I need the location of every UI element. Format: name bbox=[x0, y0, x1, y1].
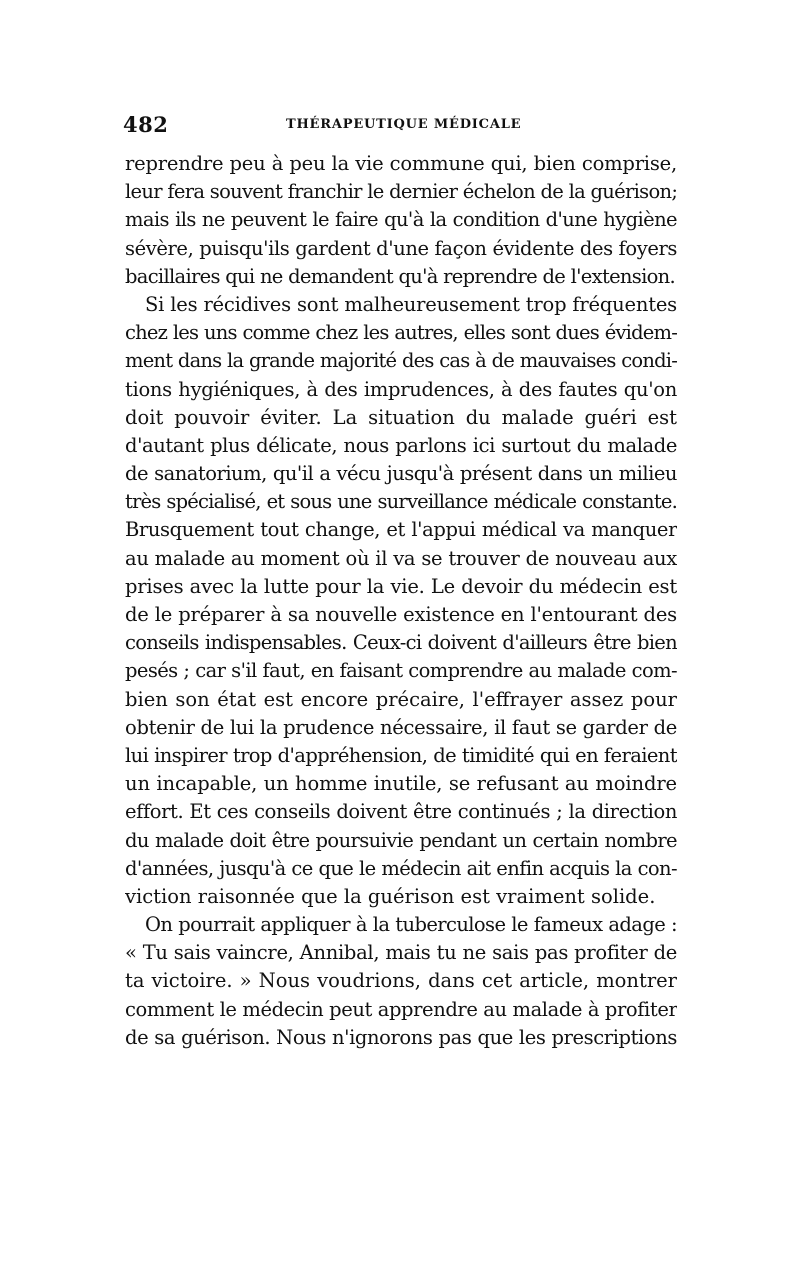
page-header bbox=[123, 112, 680, 142]
text-line: lui inspirer trop d'appréhension, de timidité qui en feraient bbox=[125, 743, 677, 767]
page-number: 482 bbox=[123, 112, 169, 137]
text-line: sévère, puisqu'ils gardent d'une façon évidente des foyers bbox=[125, 236, 677, 260]
running-title: THÉRAPEUTIQUE MÉDICALE bbox=[286, 117, 522, 132]
text-line: très spécialisé, et sous une surveillance médicale constante. bbox=[125, 490, 677, 514]
text-line: leur fera souvent franchir le dernier échelon de la guérison; bbox=[125, 180, 677, 204]
text-line: bien son état est encore précaire, l'effrayer assez pour bbox=[125, 687, 677, 711]
text-line: bacillaires qui ne demandent qu'à reprendre de l'extension. bbox=[125, 264, 676, 288]
text-line: viction raisonnée que la guérison est vraiment solide. bbox=[125, 884, 656, 908]
body-text bbox=[125, 150, 677, 1052]
text-line: comment le médecin peut apprendre au malade à profiter bbox=[125, 997, 677, 1021]
text-line: chez les uns comme chez les autres, elles sont dues évidem- bbox=[125, 321, 677, 345]
text-line: ment dans la grande majorité des cas à de mauvaises condi- bbox=[125, 349, 677, 373]
text-line: tions hygiéniques, à des imprudences, à des fautes qu'on bbox=[125, 377, 677, 401]
text-line: On pourrait appliquer à la tuberculose le fameux adage : bbox=[145, 913, 677, 937]
text-line: conseils indispensables. Ceux-ci doivent d'ailleurs être bien bbox=[125, 631, 677, 655]
text-line: « Tu sais vaincre, Annibal, mais tu ne sais pas profiter de bbox=[125, 941, 677, 965]
text-line: du malade doit être poursuivie pendant un certain nombre bbox=[125, 828, 677, 852]
text-line: d'autant plus délicate, nous parlons ici surtout du malade bbox=[125, 433, 677, 457]
text-line: Si les récidives sont malheureusement trop fréquentes bbox=[145, 292, 677, 316]
text-line: Brusquement tout change, et l'appui médical va manquer bbox=[125, 518, 677, 542]
text-line: au malade au moment où il va se trouver de nouveau aux bbox=[125, 546, 677, 570]
text-line: un incapable, un homme inutile, se refusant au moindre bbox=[125, 772, 677, 796]
text-line: ta victoire. » Nous voudrions, dans cet article, montrer bbox=[125, 969, 677, 993]
text-line: mais ils ne peuvent le faire qu'à la condition d'une hygiène bbox=[125, 208, 677, 232]
text-line: de le préparer à sa nouvelle existence en l'entourant des bbox=[125, 603, 677, 626]
text-line: de sanatorium, qu'il a vécu jusqu'à présent dans un milieu bbox=[125, 462, 677, 486]
text-line: de sa guérison. Nous n'ignorons pas que les prescriptions bbox=[125, 1025, 677, 1049]
text-line: effort. Et ces conseils doivent être continués ; la direction bbox=[125, 800, 677, 824]
text-line: doit pouvoir éviter. La situation du malade guéri est bbox=[125, 405, 677, 429]
text-line: d'années, jusqu'à ce que le médecin ait enfin acquis la con- bbox=[125, 856, 677, 880]
text-line: pesés ; car s'il faut, en faisant comprendre au malade com- bbox=[125, 659, 677, 683]
text-line: prises avec la lutte pour la vie. Le devoir du médecin est bbox=[125, 574, 677, 598]
text-line: obtenir de lui la prudence nécessaire, il faut se garder de bbox=[125, 715, 677, 739]
text-line: reprendre peu à peu la vie commune qui, bien comprise, bbox=[125, 152, 677, 175]
